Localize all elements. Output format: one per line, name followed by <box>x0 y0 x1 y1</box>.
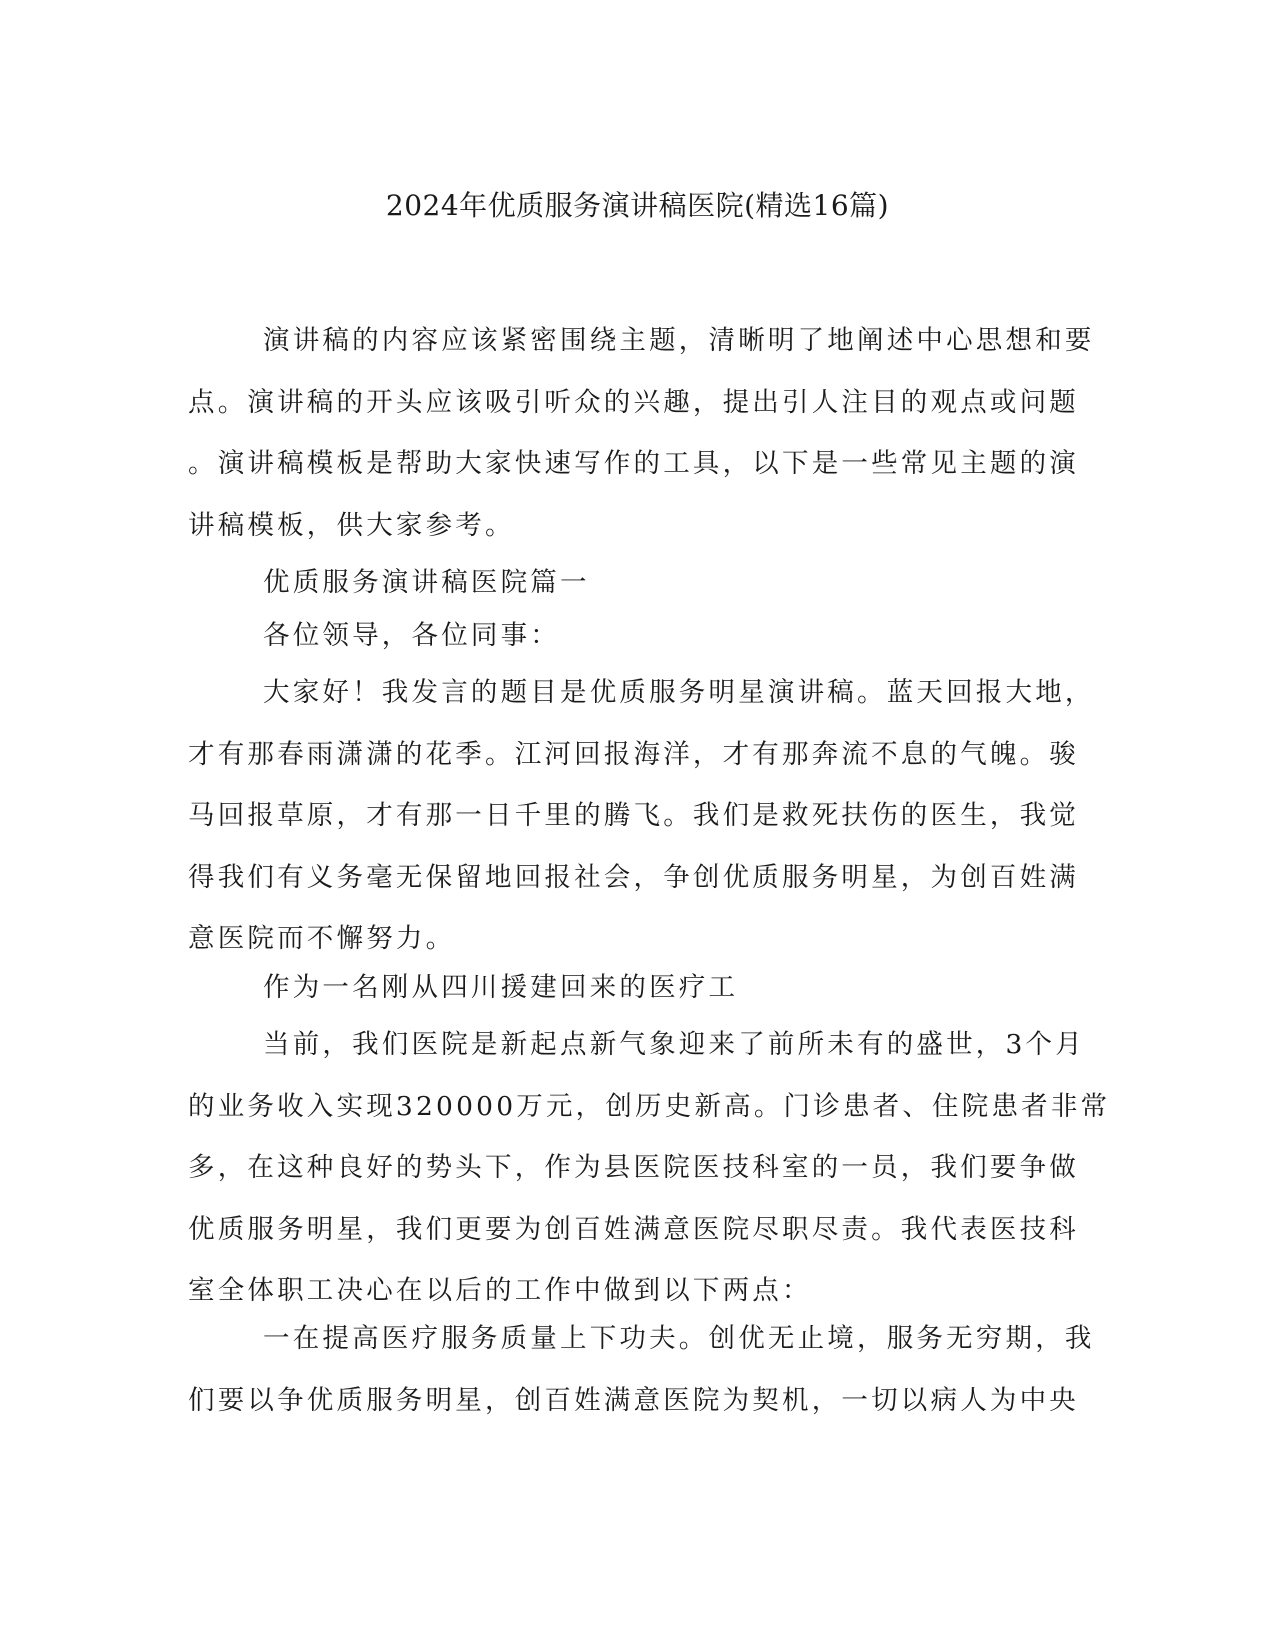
paragraph-intro <box>188 310 1095 556</box>
text-line: 们要以争优质服务明星，创百姓满意医院为契机，一切以病人为中央 <box>188 1384 1079 1416</box>
salutation <box>188 605 1070 667</box>
text-line: 优质服务演讲稿医院篇一 <box>263 567 590 598</box>
text-line: 讲稿模板，供大家参考。 <box>188 509 515 541</box>
text-line: 才有那春雨潇潇的花季。江河回报海洋，才有那奔流不息的气魄。骏 <box>188 738 1079 770</box>
text-line: 当前，我们医院是新起点新气象迎来了前所未有的盛世，3个月 <box>263 1029 1085 1060</box>
paragraph-current-status <box>188 1014 1111 1322</box>
paragraph-fragment <box>188 957 1070 1019</box>
text-line: 各位领导，各位同事： <box>263 620 560 651</box>
paragraph-greeting <box>188 662 1095 970</box>
text-line: 。演讲稿模板是帮助大家快速写作的工具，以下是一些常见主题的演 <box>188 448 1079 479</box>
text-line: 作为一名刚从四川援建回来的医疗工 <box>263 972 739 1003</box>
text-line: 大家好！我发言的题目是优质服务明星演讲稿。蓝天回报大地， <box>263 677 1095 708</box>
text-line: 的业务收入实现320000万元，创历史新高。门诊患者、住院患者非常 <box>188 1090 1111 1122</box>
text-line: 演讲稿的内容应该紧密围绕主题，清晰明了地阐述中心思想和要 <box>263 325 1095 356</box>
text-line: 一在提高医疗服务质量上下功夫。创优无止境，服务无穷期，我 <box>263 1323 1095 1354</box>
text-line: 点。演讲稿的开头应该吸引听众的兴趣，提出引人注目的观点或问题 <box>188 386 1079 418</box>
text-line: 多，在这种良好的势头下，作为县医院医技科室的一员，我们要争做 <box>188 1152 1079 1183</box>
text-line: 得我们有义务毫无保留地回报社会，争创优质服务明星，为创百姓满 <box>188 861 1079 893</box>
text-line: 室全体职工决心在以后的工作中做到以下两点： <box>188 1275 812 1306</box>
text-line: 意医院而不懈努力。 <box>188 923 456 954</box>
text-line: 优质服务明星，我们更要为创百姓满意医院尽职尽责。我代表医技科 <box>188 1213 1079 1245</box>
document-title: 2024年优质服务演讲稿医院(精选16篇) <box>385 189 890 222</box>
text-line: 马回报草原，才有那一日千里的腾飞。我们是救死扶伤的医生，我觉 <box>188 800 1079 831</box>
paragraph-point-one <box>188 1308 1095 1431</box>
